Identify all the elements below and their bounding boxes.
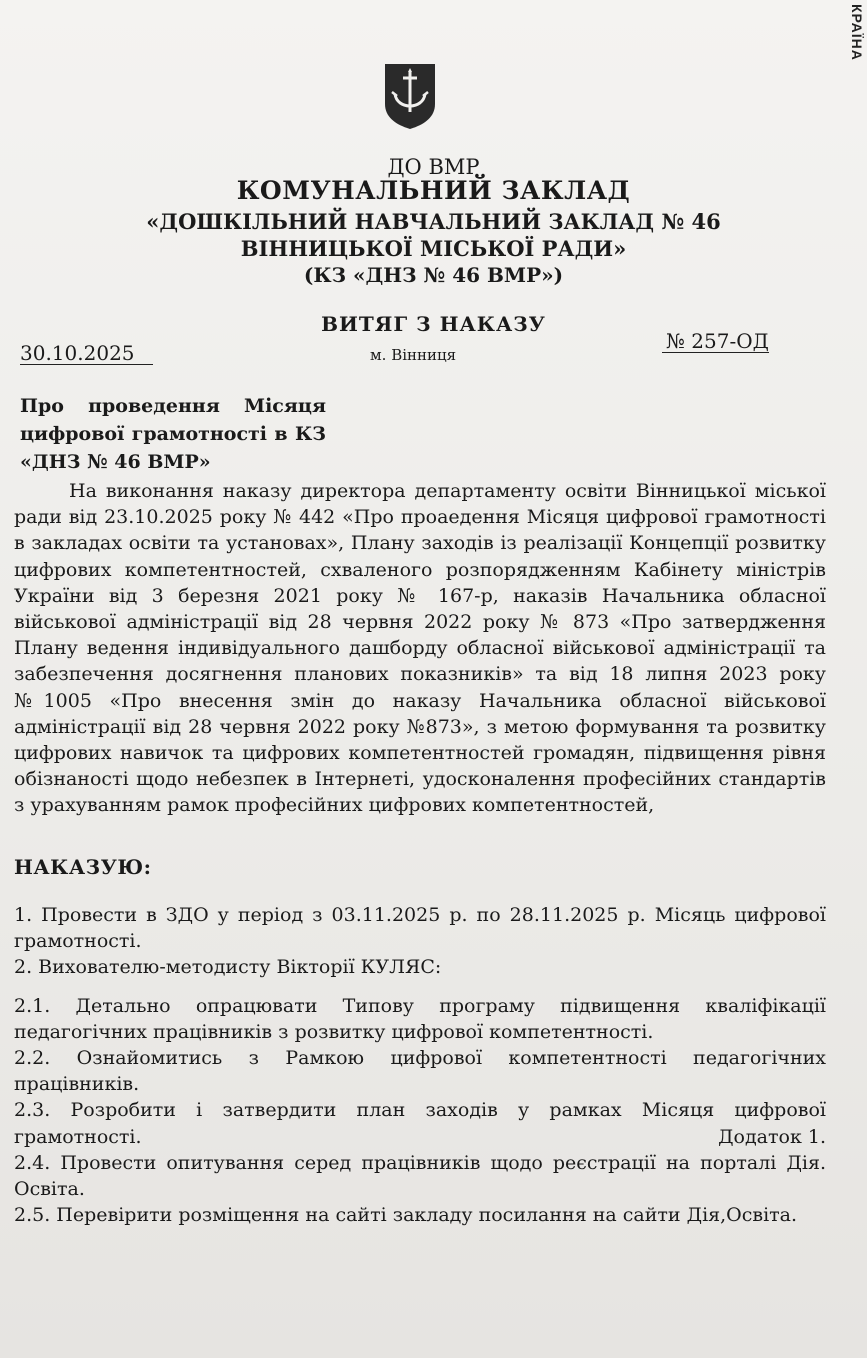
org-name-line-2: ВІННИЦЬКОЇ МІСЬКОЇ РАДИ» bbox=[240, 236, 627, 261]
item-2-4-line: Освіта. bbox=[14, 1178, 85, 1201]
order-heading: НАКАЗУЮ: bbox=[14, 855, 152, 879]
org-short: ДО ВМР bbox=[387, 155, 480, 179]
preamble-line: з урахуванням рамок професійних цифрових компетентностей, bbox=[14, 794, 655, 817]
item-2-5: 2.5. Перевірити розміщення на сайті закладу посилання на сайти Дія,Освіта. bbox=[14, 1204, 798, 1227]
coat-of-arms-icon bbox=[383, 62, 437, 130]
item-2-3-line: грамотності. bbox=[14, 1125, 142, 1148]
org-abbreviation: (КЗ «ДНЗ № 46 ВМР») bbox=[303, 263, 564, 287]
org-name-line-1: «ДОШКІЛЬНИЙ НАВЧАЛЬНИЙ ЗАКЛАД № 46 bbox=[146, 209, 721, 234]
item-2-3-line: 2.3. Розробити і затвердити план заходів у рамках Місяця цифрової bbox=[14, 1099, 826, 1122]
preamble bbox=[14, 478, 826, 819]
document-type: ВИТЯГ З НАКАЗУ bbox=[321, 312, 546, 336]
item-2-1-line: 2.1. Детально опрацювати Типову програму підвищення кваліфікації bbox=[14, 994, 826, 1017]
preamble-line: в закладах освіти та установах», Плану заходів із реалізації Концепції розвитку bbox=[14, 532, 826, 555]
order-items bbox=[14, 902, 826, 1228]
item-2-2-line: 2.2. Ознайомитись з Рамкою цифрової компетентності педагогічних bbox=[14, 1047, 826, 1070]
edge-text: КРАЇНА bbox=[849, 4, 865, 61]
preamble-line: цифрових навичок та цифрових компетентностей громадян, підвищення рівня bbox=[14, 742, 826, 765]
subject-line: «ДНЗ № 46 ВМР» bbox=[20, 451, 211, 473]
item-2-4-line: 2.4. Провести опитування серед працівників щодо реєстрації на порталі Дія. bbox=[14, 1151, 826, 1174]
preamble-line: обізнаності щодо небезпек в Інтернеті, удосконалення професійних стандартів bbox=[14, 768, 826, 791]
item-1-line: 1. Провести в ЗДО у період з 03.11.2025 р. по 28.11.2025 р. Місяць цифрової bbox=[14, 904, 826, 926]
city: м. Вінниця bbox=[370, 346, 457, 364]
order-subject bbox=[20, 392, 326, 476]
preamble-line: України від 3 березня 2021 року № 167-р, наказів Начальника обласної bbox=[14, 584, 826, 607]
appendix-note: Додаток 1. bbox=[718, 1125, 826, 1148]
org-type: КОМУНАЛЬНИЙ ЗАКЛАД bbox=[236, 176, 631, 205]
preamble-line: Плану ведення індивідуального дашборду обласної військової адміністрації та bbox=[14, 637, 826, 660]
preamble-line: На виконання наказу директора департаменту освіти Вінницької міської bbox=[69, 480, 826, 502]
item-2: 2. Вихователю-методисту Вікторії КУЛЯС: bbox=[14, 956, 442, 979]
subject-line: цифрової грамотності в КЗ bbox=[20, 423, 326, 445]
item-1-line: грамотності. bbox=[14, 930, 142, 953]
item-2-2-line: працівників. bbox=[14, 1073, 140, 1096]
item-2-1-line: педагогічних працівників з розвитку цифрової компетентності. bbox=[14, 1020, 654, 1043]
preamble-line: цифрових компетентностей, схваленого розпорядженням Кабінету міністрів bbox=[14, 558, 826, 581]
preamble-line: №1005 «Про внесення змін до наказу Начальника обласної військової bbox=[14, 689, 826, 712]
preamble-line: забезпечення досягнення планових показників» та від 18 липня 2023 року bbox=[14, 663, 826, 686]
item-2-3-row bbox=[14, 1124, 826, 1150]
subject-line: Про проведення Місяця bbox=[20, 395, 326, 417]
preamble-line: військової адміністрації від 28 червня 2022 року № 873 «Про затвердження bbox=[14, 611, 826, 634]
order-date: 30.10.2025 bbox=[20, 342, 153, 365]
order-number: № 257-ОД bbox=[662, 330, 769, 353]
preamble-line: ради від 23.10.2025 року № 442 «Про проаедення Місяця цифрової грамотності bbox=[14, 506, 826, 529]
preamble-line: адміністрації від 28 червня 2022 року №873», з метою формування та розвитку bbox=[14, 715, 826, 738]
